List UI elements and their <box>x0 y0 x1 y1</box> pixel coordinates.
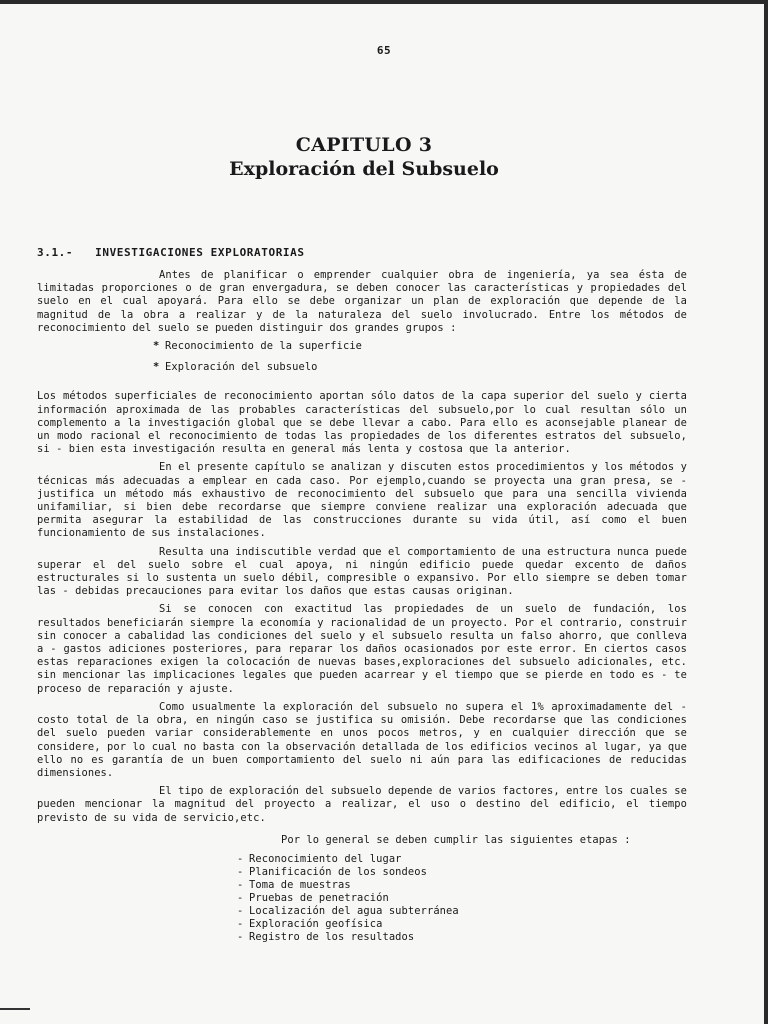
groups-list <box>37 340 687 374</box>
paragraph-superficial-methods: Los métodos superficiales de reconocimiento aportan sólo datos de la capa superior del suelo y cierta información aproximada de las probables características del subsuelo,por lo cual resultan sólo un complemento a la investigación global que se debe llevar a cabo. Para ello es aconsejable planear de un modo racional el reconocimiento de todas las propiedades de los diferentes estratos del subsuelo, si - bien esta investigación resulta en general más lenta y costosa que la anterior. <box>37 390 687 456</box>
bullet-icon: * <box>153 361 160 374</box>
chapter-heading <box>0 134 728 180</box>
list-item: - Planificación de los sondeos <box>237 865 427 878</box>
list-item: * Reconocimiento de la superficie <box>153 340 363 353</box>
paragraph-exploration-type: El tipo de exploración del subsuelo depende de varios factores, entre los cuales se pueden mencionar la magnitud del proyecto a realizar, el uso o destino del edificio, el tiempo previsto de su vida de servicio,etc. <box>37 785 687 824</box>
list-item: - Toma de muestras <box>237 878 351 891</box>
paragraph-steps-intro: Por lo general se deben cumplir las siguientes etapas : <box>281 833 631 846</box>
dash-icon: - <box>237 865 244 878</box>
scan-mark-bottom <box>0 1008 30 1010</box>
list-item: - Pruebas de penetración <box>237 891 389 904</box>
paragraph-intro: Antes de planificar o emprender cualquier obra de ingeniería, ya sea ésta de limitadas proporciones o de gran envergadura, se deben conocer las características y propiedades del suelo en el cual apoyará. Para ello se debe organizar un plan de exploración que depende de la magnitud de la obra a realizar y de la naturaleza del suelo involucrado. Entre los métodos de reconocimiento del suelo se pueden distinguir dos grandes grupos : <box>37 269 687 334</box>
list-item: - Reconocimiento del lugar <box>237 852 402 865</box>
bullet-icon: * <box>153 340 160 353</box>
scan-border-right <box>764 0 768 1024</box>
list-item: - Exploración geofísica <box>237 917 383 930</box>
list-item: * Exploración del subsuelo <box>153 361 318 374</box>
dash-icon: - <box>237 852 244 865</box>
dash-icon: - <box>237 904 244 917</box>
dash-icon: - <box>237 930 244 943</box>
page-number: 65 <box>376 44 392 57</box>
body-text <box>37 269 687 944</box>
dash-icon: - <box>237 878 244 891</box>
section-heading <box>37 246 305 259</box>
list-item: - Registro de los resultados <box>237 930 415 943</box>
list-item: - Localización del agua subterránea <box>237 904 459 917</box>
section-number: 3.1.- <box>37 246 74 259</box>
steps-list <box>37 853 687 944</box>
paragraph-chapter-scope: En el presente capítulo se analizan y discuten estos procedimientos y los métodos y técnicas más adecuadas a emplear en cada caso. Por ejemplo,cuando se proyecta una gran presa, se - justifica un método más exhaustivo de reconocimiento del subsuelo que para una sencilla vivienda unifamiliar, si bien debe recordarse que siempre conviene realizar una exploración adecuada que permita asegurar la estabilidad de las construcciones durante su vida útil, así como el buen funcionamiento de sus instalaciones. <box>37 461 687 540</box>
paragraph-foundation-knowledge: Si se conocen con exactitud las propiedades de un suelo de fundación, los resultados beneficiarán siempre la economía y racionalidad de un proyecto. Por el contrario, construir sin conocer a cabalidad las condiciones del suelo y el subsuelo resulta un falso ahorro, que conlleva a - gastos adiciones posteriores, para reparar los daños ocasionados por este error. En ciertos casos estas reparaciones exigen la colocación de nuevas bases,exploraciones del subsuelo adicionales, etc. sin mencionar las implicaciones legales que pueden acarrear y el tiempo que se pierde en todo es - te proceso de reparación y ajuste. <box>37 603 687 695</box>
chapter-label: CAPITULO 3 <box>295 134 433 156</box>
scan-border-top <box>0 0 768 4</box>
paragraph-cost: Como usualmente la exploración del subsuelo no supera el 1% aproximadamente del - costo total de la obra, en ningún caso se justifica su omisión. Debe recordarse que las condiciones del suelo pueden variar considerablemente en unos pocos metros, y en cualquier dirección que se considere, por lo cual no basta con la observación detallada de los edificios vecinos al lugar, ya que ello no es garantía de un buen comportamiento del suelo ni aún para las edificaciones de reducidas dimensiones. <box>37 700 687 779</box>
chapter-title: Exploración del Subsuelo <box>229 158 499 180</box>
dash-icon: - <box>237 917 244 930</box>
paragraph-structure-behavior: Resulta una indiscutible verdad que el comportamiento de una estructura nunca puede superar el del suelo sobre el cual apoya, ni ningún edificio puede quedar excento de daños estructurales si lo sustenta un suelo débil, compresible o expansivo. Por ello siempre se deben tomar las - debidas precauciones para evitar los daños que estas causas originan. <box>37 545 687 598</box>
section-title: INVESTIGACIONES EXPLORATORIAS <box>95 246 305 259</box>
dash-icon: - <box>237 891 244 904</box>
